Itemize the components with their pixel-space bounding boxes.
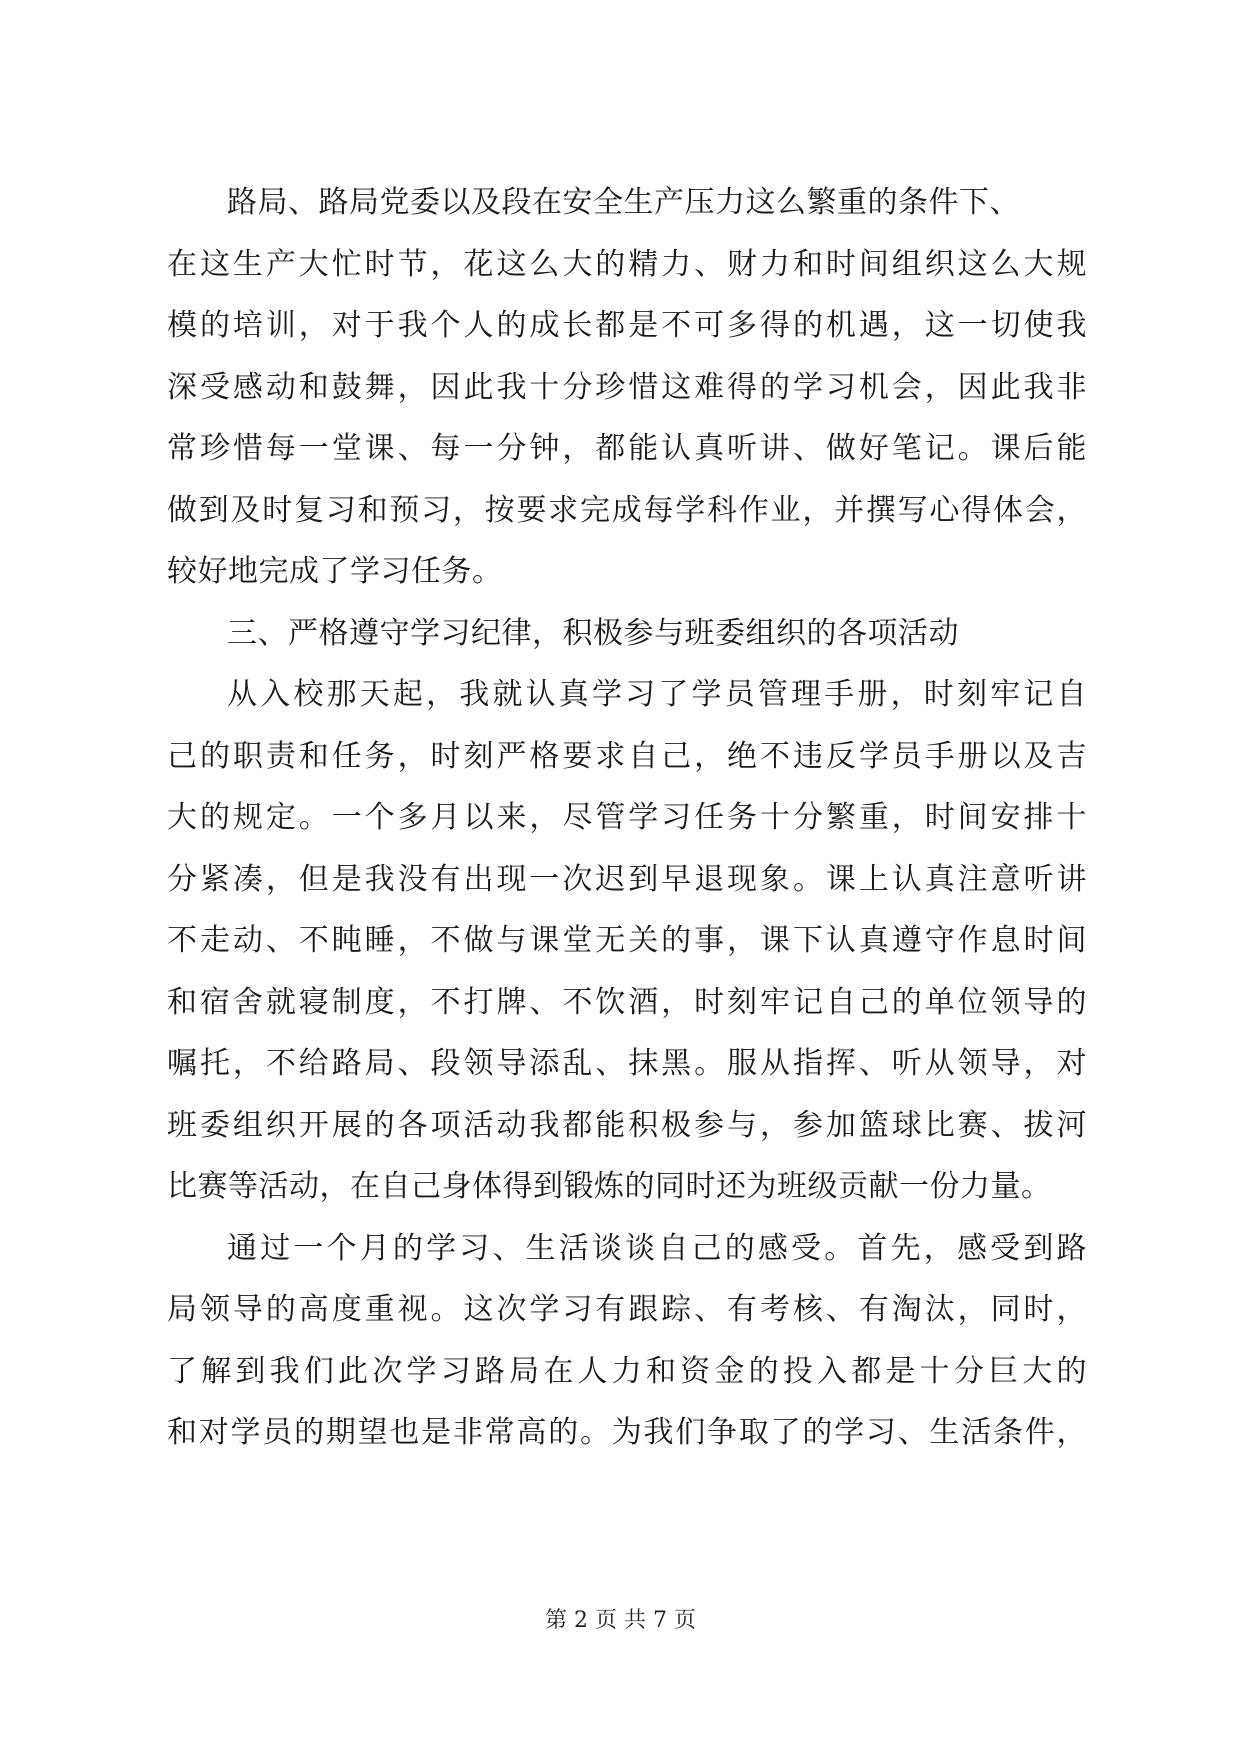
paragraph-line: 了解到我们此次学习路局在人力和资金的投入都是十分巨大的	[167, 1353, 1087, 1389]
paragraph-line: 模的培训，对于我个人的成长都是不可多得的机遇，这一切使我	[167, 308, 1087, 343]
paragraph-line: 和宿舍就寝制度，不打牌、不饮酒，时刻牢记自己的单位领导的	[167, 984, 1087, 1020]
paragraph-line: 分紧凑，但是我没有出现一次迟到早退现象。课上认真注意听讲	[167, 861, 1087, 897]
paragraph-line: 常珍惜每一堂课、每一分钟，都能认真听讲、做好笔记。课后能	[167, 431, 1087, 466]
paragraph-line: 不走动、不盹睡，不做与课堂无关的事，课下认真遵守作息时间	[167, 923, 1087, 958]
paragraph-line: 深受感动和鼓舞，因此我十分珍惜这难得的学习机会，因此我非	[167, 369, 1087, 405]
paragraph-line: 从入校那天起，我就认真学习了学员管理手册，时刻牢记自	[227, 677, 1087, 712]
paragraph-line: 局领导的高度重视。这次学习有跟踪、有考核、有淘汰，同时，	[167, 1292, 1087, 1327]
paragraph-line: 己的职责和任务，时刻严格要求自己，绝不违反学员手册以及吉	[167, 738, 1087, 774]
paragraph-line: 和对学员的期望也是非常高的。为我们争取了的学习、生活条件，	[167, 1415, 1087, 1450]
section-heading: 三、严格遵守学习纪律，积极参与班委组织的各项活动	[227, 615, 959, 651]
paragraph-line: 较好地完成了学习任务。	[167, 554, 503, 589]
paragraph-line: 比赛等活动，在自己身体得到锻炼的同时还为班级贡献一份力量。	[167, 1169, 1052, 1204]
paragraph-line: 嘱托，不给路局、段领导添乱、抹黑。服从指挥、听从领导，对	[167, 1046, 1087, 1081]
page-number-footer: 第 2 页 共 7 页	[545, 1608, 696, 1633]
paragraph-line: 路局、路局党委以及段在安全生产压力这么繁重的条件下、	[227, 185, 1020, 220]
paragraph-line: 做到及时复习和预习，按要求完成每学科作业，并撰写心得体会，	[167, 492, 1087, 528]
document-body	[167, 172, 1087, 1464]
paragraph-line: 班委组织开展的各项活动我都能积极参与，参加篮球比赛、拔河	[167, 1107, 1087, 1143]
paragraph-line: 在这生产大忙时节，花这么大的精力、财力和时间组织这么大规	[167, 246, 1087, 282]
paragraph-line: 大的规定。一个多月以来，尽管学习任务十分繁重，时间安排十	[167, 800, 1087, 835]
paragraph-line: 通过一个月的学习、生活谈谈自己的感受。首先，感受到路	[227, 1230, 1087, 1266]
